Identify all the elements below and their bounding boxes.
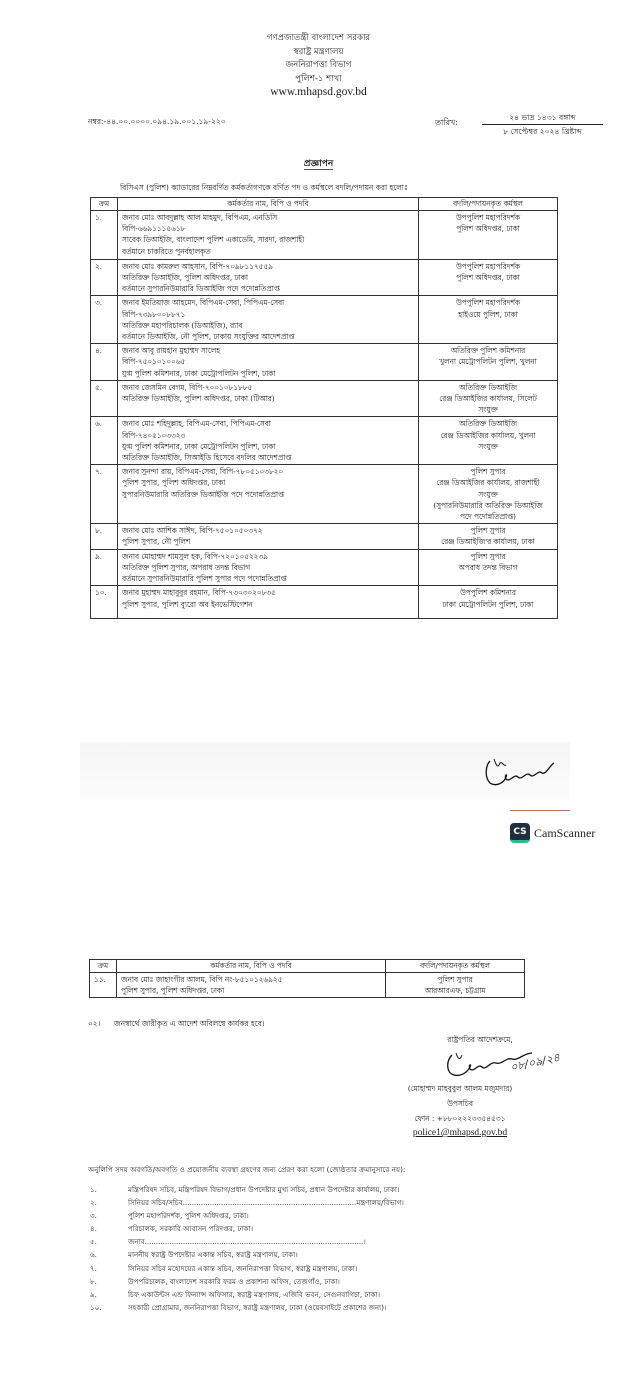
officer-line: জনাব জেসমিন বেগম, বিপি-৭০০১০৮১৮৮৫ (122, 382, 253, 392)
row-serial: ২. (91, 259, 118, 296)
cc-item (90, 1183, 404, 1196)
posting-line: উপপুলিশ কমিশনার (460, 588, 516, 598)
cc-item-number: ৫. (90, 1237, 97, 1247)
col-posting: বদলি/পদায়নকৃত কর্মস্থল (419, 198, 558, 211)
officer-line: জনাব মোহাম্মদ শামসুল হক, বিপি-৭২০১০৫২২৩৯ (122, 551, 268, 561)
cc-item (90, 1209, 404, 1222)
officer-line: বর্তমানে সুপারনিউমারারি পুলিশ সুপার পদে পদোন্নতিপ্রাপ্ত (122, 574, 287, 584)
cc-item-text: সহকারী প্রোগ্রামার, জননিরাপত্তা বিভাগ, স্বরাষ্ট্র মন্ত্রণালয়, ঢাকা (ওয়েবসাইটে প্রকাশের জন্য)। (128, 1302, 387, 1312)
row-officer (118, 586, 419, 618)
officer-line: অতিরিক্ত ডিআইজি, সিআইডি হিসেবে বদলির আদেশপ্রাপ্ত (122, 453, 292, 463)
row-posting (419, 344, 558, 381)
posting-line: পুলিশ সুপার (470, 526, 506, 536)
posting-line: অপরাধ তদন্ত বিভাগ (458, 562, 518, 572)
cc-item-number: ১০. (90, 1302, 102, 1312)
signatory-block (330, 1032, 590, 1141)
transfer-table (90, 197, 558, 619)
posting-line: রেঞ্জ ডিআইজির কার্যালয়, রাজশাহী (436, 478, 540, 488)
posting-line: (সুপারনিউমারারি অতিরিক্ত ডিআইজি (433, 500, 543, 510)
table-row (91, 344, 558, 381)
cc-item (90, 1301, 404, 1314)
transfer-table-continued (89, 959, 525, 998)
officer-line: জনাব সুনন্দা রায়, বিপিএম-সেবা, বিপি-৭৮০৫১০৩৮২০ (122, 467, 284, 477)
row-posting (419, 380, 558, 417)
notice-title-text: প্রজ্ঞাপন (303, 159, 334, 169)
cc-item-number: ৪. (90, 1224, 97, 1234)
row-serial: ৭. (91, 465, 118, 524)
cc-item-number: ৬. (90, 1250, 97, 1260)
table-header-row (91, 198, 558, 211)
row-posting (419, 586, 558, 618)
officer-line: সাবেক ডিআইজি, বাংলাদেশ পুলিশ একাডেমি, সারদা, রাজশাহী (122, 235, 305, 245)
row-officer (117, 973, 386, 998)
cc-item-number: ৯. (90, 1289, 97, 1299)
paragraph-text: জনস্বার্থে জারীকৃত এ আদেশ অবিলম্বে কার্যকর হবে। (114, 1019, 265, 1028)
posting-line: রেঞ্জ ডিআইজির কার্যালয়, খুলনা (440, 430, 536, 440)
cc-item-number: ১. (90, 1185, 97, 1194)
officer-line: অতিরিক্ত ডিআইজি, পুলিশ অধিদপ্তর, ঢাকা (122, 273, 248, 283)
signature-area (330, 1047, 590, 1081)
paragraph-2 (88, 1019, 265, 1031)
cc-item-number: ৮. (90, 1276, 97, 1286)
officer-line: বিপি-৭৩৯৮০০৮৮৭১ (122, 309, 186, 319)
cc-heading: অনুলিপি সদয় অবগতি/অবগতি ও প্রয়োজনীয় ব্যবস্থা গ্রহণের জন্য প্রেরণ করা হলো (জ্যেষ্ঠতার ক্রমানুসারে নয়): (88, 1165, 406, 1174)
row-posting (419, 524, 558, 549)
officer-line: পুলিশ সুপার, পুলিশ অধিদপ্তর, ঢাকা (122, 478, 226, 488)
table-header-row (90, 960, 525, 973)
cc-item-text: জনাব.................................................................................................। (128, 1237, 366, 1247)
posting-line: অতিরিক্ত ডিআইজি (459, 382, 517, 392)
date-block (480, 111, 605, 138)
officer-line: বর্তমানে ডিআইজি, নৌ পুলিশ, ঢাকায় সংযুক্তির আদেশপ্রাপ্ত (122, 332, 295, 342)
row-officer (118, 465, 419, 524)
officer-line: জনাব ইমতিয়াজ আহমেদ, বিপিএম-সেবা, পিপিএম-সেবা (122, 298, 285, 308)
posting-line: পুলিশ সুপার (437, 975, 473, 984)
row-serial: ৫. (91, 380, 118, 417)
table-row (90, 973, 525, 998)
table-row (91, 524, 558, 549)
officer-line: যুগ্ম পুলিশ কমিশনার, ঢাকা মেট্রোপলিটন পুলিশ, ঢাকা (122, 441, 276, 451)
row-serial: ৮. (91, 524, 118, 549)
posting-line: পুলিশ অধিদপ্তর, ঢাকা (456, 224, 520, 234)
row-serial: ১. (91, 211, 118, 260)
officer-line: অতিরিক্ত পুলিশ সুপার, অপরাধ তদন্ত বিভাগ (122, 562, 251, 572)
officer-line: জনাব মোঃ শহিদুল্লাহ, বিপিএম-সেবা, পিপিএম-সেবা (122, 419, 271, 429)
posting-line: উপপুলিশ মহাপরিদর্শক (455, 213, 521, 222)
posting-line: হাইওয়ে পুলিশ, ঢাকা (458, 309, 518, 319)
row-posting (419, 296, 558, 344)
officer-line: অতিরিক্ত ডিআইজি, পুলিশ অধিদপ্তর, ঢাকা (টিআর) (122, 394, 275, 404)
posting-line: রেঞ্জ ডিআইজি'র কার্যালয়, ঢাকা (441, 537, 535, 547)
section-name: পুলিশ-১ শাখা (295, 73, 342, 84)
row-serial: ১০. (91, 586, 118, 618)
division-name: জননিরাপত্তা বিভাগ (285, 60, 352, 70)
row-officer (118, 380, 419, 417)
cc-item (90, 1262, 404, 1275)
posting-line: আরআরএফ, চট্টগ্রাম (424, 986, 486, 996)
officer-line: জনাব মোঃ আশিক সাঈদ, বিপি-৭৫০১০৫০৩৭২ (122, 526, 263, 536)
camscanner-text: CamScanner (534, 825, 596, 840)
date-label: তারিখ: (435, 118, 458, 127)
officer-line: অতিরিক্ত মহাপরিচালক (ডিআইজি), র‌্যাব (122, 320, 243, 330)
row-serial: ১১. (90, 973, 117, 998)
posting-line: ঢাকা মেট্রোপলিটন পুলিশ, ঢাকা (442, 599, 534, 609)
ministry-name: স্বরাষ্ট্র মন্ত্রণালয় (293, 46, 344, 57)
row-posting (419, 549, 558, 586)
scan-streak (510, 810, 570, 811)
date-gregorian: ৮ সেপ্টেম্বর ২০২৪ খ্রিষ্টাব্দ (503, 127, 582, 136)
posting-line: সংযুক্ত (478, 405, 498, 415)
table-row (91, 586, 558, 618)
posting-line: খুলনা মেট্রোপলিটন পুলিশ, খুলনা (439, 357, 537, 367)
col-serial: ক্রম (91, 198, 118, 211)
officer-line: জনাব মোঃ আবদুল্লাহ আল মাহমুদ, বিপিএম, এনডিসি (122, 213, 278, 222)
signatory-name: (মোহাম্মদ মাহবুবুল আলম মজুমদার) (407, 1084, 513, 1093)
initial-signature (480, 755, 560, 791)
posting-line: অতিরিক্ত পুলিশ কমিশনার (450, 346, 526, 356)
memo-number: নম্বর:-৪৪.০০.০০০০.০৯৪.১৯.০০১.১৯-২২০ (88, 117, 226, 126)
posting-line: রেঞ্জ ডিআইজির কার্যালয়, সিলেট (439, 394, 537, 404)
signatory-designation: উপসচিব (447, 1099, 473, 1108)
cc-item-number: ৭. (90, 1263, 97, 1273)
table-row (91, 259, 558, 296)
col-serial: ক্রম (90, 960, 117, 973)
row-officer (118, 549, 419, 586)
cc-item-number: ২. (90, 1198, 97, 1208)
officer-line: জনাব আবু রায়হান মুহাম্মদ সালেহ (122, 346, 221, 356)
posting-line: পদে পদোন্নতিপ্রাপ্ত) (459, 512, 516, 522)
officer-line: বর্তমানে চাকরিতে পুনর্বহালকৃত (122, 246, 211, 256)
date-bangla: ২৪ ভাদ্র ১৪৩১ বঙ্গাব্দ (509, 113, 576, 122)
row-serial: ৪. (91, 344, 118, 381)
row-posting (386, 973, 525, 998)
cc-item-text: চিফ একাউন্টস এন্ড ফিন্যান্স অফিসার, স্বরাষ্ট্র মন্ত্রণালয়, এজিবি ভবন, সেগুনবাগিচা, ঢাকা। (128, 1289, 381, 1299)
website: www.mhapsd.gov.bd (270, 86, 367, 98)
officer-line: যুগ্ম পুলিশ কমিশনার, ঢাকা মেট্রোপলিটন পুলিশ, ঢাকা (122, 368, 276, 378)
posting-line: পুলিশ সুপার (470, 467, 506, 477)
officer-line: সুপারনিউমারারি অতিরিক্ত ডিআইজি পদে পদোন্নতিপ্রাপ্ত (122, 489, 285, 499)
row-serial: ৩. (91, 296, 118, 344)
cc-item-text: পুলিশ মহাপরিদর্শক, পুলিশ অধিদপ্তর, ঢাকা। (128, 1211, 249, 1221)
cc-item (90, 1235, 404, 1248)
signatory-email[interactable]: police1@mhapsd.gov.bd (412, 1128, 508, 1138)
row-serial: ৬. (91, 417, 118, 465)
posting-line: সংযুক্ত (478, 489, 498, 499)
officer-line: পুলিশ সুপার, নৌ পুলিশ (122, 537, 191, 547)
row-officer (118, 296, 419, 344)
cc-item (90, 1288, 404, 1301)
row-posting (419, 259, 558, 296)
table-row (91, 549, 558, 586)
officer-line: পুলিশ সুপার, পুলিশ অধিদপ্তর, ঢাকা (121, 986, 225, 996)
table-row (91, 211, 558, 260)
cc-item-text: পরিচালক, সরকারি আবাসন পরিদপ্তর, ঢাকা। (128, 1224, 253, 1234)
officer-line: বিপি-৬৬৯১১১৫৬১৮ (122, 224, 186, 234)
cc-list (90, 1183, 404, 1314)
cc-item (90, 1222, 404, 1235)
govt-name: গণপ্রজাতন্ত্রী বাংলাদেশ সরকার (266, 33, 371, 43)
cc-item-text: মন্ত্রিপরিষদ সচিব, মন্ত্রিপরিষদ বিভাগ/প্রধান উপদেষ্টার মুখ্য সচিব, প্রধান উপদেষ্টার কার্যালয়, ঢাকা। (128, 1185, 400, 1194)
posting-line: পুলিশ অধিদপ্তর, ঢাকা (456, 273, 520, 283)
row-officer (118, 524, 419, 549)
cc-item-text: সিনিয়র সচিব মহোদয়ের একান্ত সচিব, জননিরাপত্তা বিভাগ, স্বরাষ্ট্র মন্ত্রণালয়, ঢাকা। (128, 1263, 358, 1273)
posting-line: পুলিশ সুপার (470, 551, 506, 561)
officer-line: পুলিশ সুপার, পুলিশ ব্যুরো অব ইনভেস্টিগেশন (122, 599, 253, 609)
cc-item (90, 1196, 404, 1209)
signature-date: ০৮/০৯/২৪ (509, 1050, 562, 1075)
row-posting (419, 211, 558, 260)
cc-item-text: মাননীয় স্বরাষ্ট্র উপদেষ্টার একান্ত সচিব, স্বরাষ্ট্র মন্ত্রণালয়, ঢাকা। (128, 1250, 298, 1260)
row-officer (118, 259, 419, 296)
officer-line: বর্তমানে সুপারনিউমারারি ডিআইজি পদে পদোন্নতিপ্রাপ্ত (122, 284, 280, 294)
row-posting (419, 465, 558, 524)
letterhead (0, 32, 637, 100)
cc-item (90, 1275, 404, 1288)
row-serial: ৯. (91, 549, 118, 586)
row-posting (419, 417, 558, 465)
row-officer (118, 417, 419, 465)
table-row (91, 380, 558, 417)
posting-line: উপপুলিশ মহাপরিদর্শক (455, 261, 521, 271)
col-posting: বদলি/পদায়নকৃত কর্মস্থল (386, 960, 525, 973)
cc-item (90, 1248, 404, 1261)
posting-line: উপপুলিশ মহাপরিদর্শক (455, 298, 521, 308)
posting-line: সংযুক্ত (478, 441, 498, 451)
officer-line: জনাব মোঃ কামরুল আহসান, বিপি-৭০৯৮১১৭৫৫৯ (122, 261, 273, 271)
officer-line: বিপি-৭৪০৫১০৩৩২৩ (122, 430, 186, 440)
order-line: রাষ্ট্রপতির আদেশক্রমে, (447, 1035, 513, 1044)
paragraph-number: ০২। (88, 1019, 101, 1028)
officer-line: জনাব মুহাম্মদ মাহাবুবুর রহমান, বিপি-৭৩০৩০২০৮৩৫ (122, 588, 276, 598)
signatory-phone: ফোন : +৮৮০২২২৩৩৫৪৫৩১ (414, 1114, 506, 1123)
notice-title (0, 156, 637, 171)
officer-line: জনাব মোঃ জাহাংগীর আলম, বিপি নং-৮৫১০১২৬৯২৫ (121, 975, 283, 984)
col-officer: কর্মকর্তার নাম, বিপি ও পদবি (118, 198, 419, 211)
table-row (91, 417, 558, 465)
row-officer (118, 211, 419, 260)
row-officer (118, 344, 419, 381)
table-row (91, 465, 558, 524)
posting-line: অতিরিক্ত ডিআইজি (459, 419, 517, 429)
cc-item-number: ৩. (90, 1211, 97, 1221)
camscanner-watermark (510, 823, 595, 843)
col-officer: কর্মকর্তার নাম, বিপি ও পদবি (117, 960, 386, 973)
cc-item-text: উপপরিচালক, বাংলাদেশ সরকারি ফরম ও প্রকাশনা অফিস, তেজগাঁও, ঢাকা। (128, 1276, 340, 1286)
cc-item-text: সিনিয়র সচিব/সচিব.............................................................................মন্ত্রণালয়/বিভাগ। (128, 1198, 404, 1208)
camscanner-logo-icon: CS (510, 823, 530, 843)
intro-text: বিসিএস (পুলিশ) ক্যাডারের নিম্নবর্ণিত কর্মকর্তাগণকে বর্ণিত পদ ও কর্মস্থলে বদলি/পদায়ন করা হলোঃ (120, 183, 408, 192)
officer-line: বিপি-৭৫০১০১০০৬৫ (122, 357, 186, 367)
table-row (91, 296, 558, 344)
